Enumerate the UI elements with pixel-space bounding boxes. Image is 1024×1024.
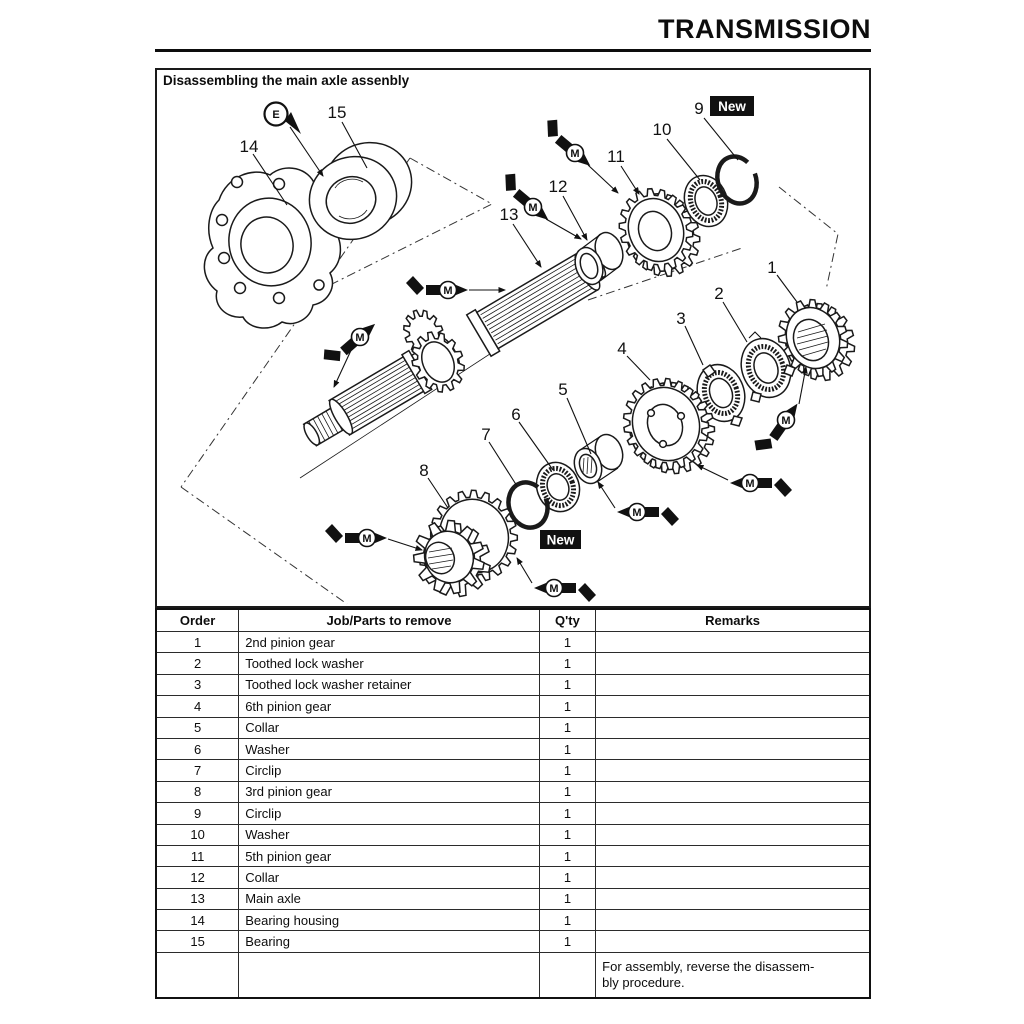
callout-15: 15: [327, 103, 347, 122]
svg-text:M: M: [570, 147, 580, 160]
table-header-row: [156, 609, 870, 632]
svg-text:M: M: [632, 506, 642, 519]
figure-caption: Disassembling the main axle assenbly: [163, 73, 410, 88]
table-row: [156, 696, 870, 717]
qty-cell: 1: [539, 717, 595, 738]
part-3rd-pinion-gear: [414, 490, 519, 597]
job-cell: Bearing housing: [239, 910, 540, 931]
job-cell: Circlip: [239, 803, 540, 824]
exploded-diagram: [157, 70, 869, 606]
new-badge-bottom: [540, 530, 581, 549]
table-row: [156, 738, 870, 759]
part-collar-5: [570, 431, 628, 488]
remarks-cell: [596, 845, 870, 866]
moly-grease-icon: [540, 115, 600, 169]
assembly-note-line-2: bly procedure.: [602, 975, 685, 991]
job-cell: Collar: [239, 717, 540, 738]
remarks-cell: [596, 717, 870, 738]
title-rule: [155, 49, 871, 52]
table-row: [156, 888, 870, 909]
remarks-cell: [596, 803, 870, 824]
qty-cell: 1: [539, 867, 595, 888]
exploded-diagram-panel: [155, 68, 871, 608]
callout-6: 6: [511, 405, 521, 424]
callout-2: 2: [714, 284, 724, 303]
assembly-note-row: [156, 952, 870, 998]
job-cell: 6th pinion gear: [239, 696, 540, 717]
qty-cell: 1: [539, 653, 595, 674]
svg-text:New: New: [718, 99, 746, 114]
order-cell: 11: [156, 845, 239, 866]
remarks-cell: [596, 674, 870, 695]
job-cell: Toothed lock washer retainer: [239, 674, 540, 695]
job-cell: 5th pinion gear: [239, 845, 540, 866]
moly-grease-icon: [406, 276, 468, 299]
table-row: [156, 931, 870, 952]
remarks-cell: [596, 781, 870, 802]
remarks-cell: [596, 910, 870, 931]
order-cell: 10: [156, 824, 239, 845]
callout-10: 10: [652, 120, 672, 139]
moly-grease-icon: [617, 504, 679, 527]
callout-7: 7: [481, 425, 491, 444]
job-cell: Toothed lock washer: [239, 653, 540, 674]
remarks-cell: [596, 653, 870, 674]
qty-cell: 1: [539, 760, 595, 781]
job-cell: Main axle: [239, 888, 540, 909]
qty-cell: 1: [539, 632, 595, 653]
parts-table: [155, 608, 871, 999]
job-cell: Circlip: [239, 760, 540, 781]
table-row: [156, 674, 870, 695]
job-cell: 3rd pinion gear: [239, 781, 540, 802]
order-cell: 6: [156, 738, 239, 759]
table-row: [156, 867, 870, 888]
svg-text:M: M: [528, 201, 538, 214]
assembly-note-line-1: For assembly, reverse the disassem-: [602, 959, 815, 975]
table-row: [156, 653, 870, 674]
qty-cell: 1: [539, 910, 595, 931]
table-row: [156, 910, 870, 931]
table-row: [156, 824, 870, 845]
moly-grease-icon: [750, 396, 801, 458]
engine-oil-icon: [265, 103, 324, 177]
moly-grease-icon: [730, 475, 792, 498]
svg-text:New: New: [546, 532, 575, 548]
assembly-note-cell: [596, 952, 870, 998]
callout-1: 1: [767, 258, 777, 277]
col-header-order: Order: [156, 609, 239, 632]
qty-cell: 1: [539, 803, 595, 824]
remarks-cell: [596, 824, 870, 845]
order-cell: 3: [156, 674, 239, 695]
table-row: [156, 632, 870, 653]
callout-8: 8: [419, 461, 429, 480]
order-cell: 4: [156, 696, 239, 717]
callout-12: 12: [548, 177, 568, 196]
moly-grease-icon: [319, 313, 378, 368]
svg-text:M: M: [443, 284, 453, 297]
page-title: TRANSMISSION: [657, 14, 871, 44]
order-cell: 12: [156, 867, 239, 888]
job-cell: Bearing: [239, 931, 540, 952]
moly-grease-icon: [534, 580, 596, 603]
callout-14: 14: [239, 137, 259, 156]
order-cell: 8: [156, 781, 239, 802]
callout-3: 3: [676, 309, 686, 328]
col-header-remarks: Remarks: [596, 609, 870, 632]
svg-text:M: M: [362, 532, 372, 545]
order-cell: 2: [156, 653, 239, 674]
new-badge-top: [710, 96, 754, 116]
qty-cell: 1: [539, 931, 595, 952]
job-cell: Collar: [239, 867, 540, 888]
col-header-qty: Q'ty: [539, 609, 595, 632]
qty-cell: 1: [539, 781, 595, 802]
job-cell: Washer: [239, 738, 540, 759]
callout-11: 11: [607, 147, 625, 166]
svg-text:M: M: [745, 477, 755, 490]
order-cell: 15: [156, 931, 239, 952]
callout-9: 9: [694, 99, 704, 118]
order-cell: 9: [156, 803, 239, 824]
qty-cell: 1: [539, 845, 595, 866]
table-row: [156, 717, 870, 738]
qty-cell: 1: [539, 696, 595, 717]
table-row: [156, 803, 870, 824]
remarks-cell: [596, 738, 870, 759]
remarks-cell: [596, 760, 870, 781]
svg-text:M: M: [781, 414, 791, 427]
callout-5: 5: [558, 380, 568, 399]
job-cell: [239, 952, 540, 998]
qty-cell: [539, 952, 595, 998]
qty-cell: 1: [539, 824, 595, 845]
callout-4: 4: [617, 339, 627, 358]
svg-text:M: M: [549, 582, 559, 595]
order-cell: [156, 952, 239, 998]
remarks-cell: [596, 888, 870, 909]
moly-grease-icon: [325, 524, 387, 547]
col-header-job: Job/Parts to remove: [239, 609, 540, 632]
order-cell: 1: [156, 632, 239, 653]
remarks-cell: [596, 867, 870, 888]
qty-cell: 1: [539, 888, 595, 909]
callout-13: 13: [499, 205, 519, 224]
remarks-cell: [596, 632, 870, 653]
order-cell: 7: [156, 760, 239, 781]
job-cell: 2nd pinion gear: [239, 632, 540, 653]
job-cell: Washer: [239, 824, 540, 845]
remarks-cell: [596, 696, 870, 717]
qty-cell: 1: [539, 674, 595, 695]
table-row: [156, 781, 870, 802]
order-cell: 14: [156, 910, 239, 931]
table-row: [156, 845, 870, 866]
remarks-cell: [596, 931, 870, 952]
table-row: [156, 760, 870, 781]
svg-text:E: E: [272, 109, 280, 121]
svg-text:M: M: [355, 331, 365, 344]
order-cell: 5: [156, 717, 239, 738]
order-cell: 13: [156, 888, 239, 909]
qty-cell: 1: [539, 738, 595, 759]
